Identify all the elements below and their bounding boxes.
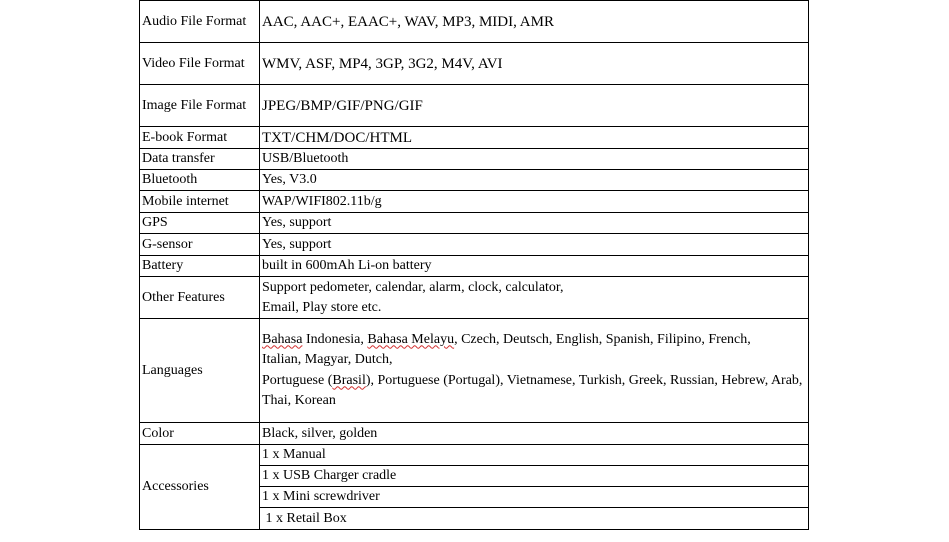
spec-label: Audio File Format: [140, 1, 260, 43]
language-text: Portuguese (: [262, 372, 333, 388]
spec-row-video: [140, 43, 809, 85]
spec-label: Color: [140, 423, 260, 445]
spec-label: Image File Format: [140, 85, 260, 127]
spec-value: [260, 319, 809, 423]
spec-value: Yes, V3.0: [260, 170, 809, 191]
spec-label: Video File Format: [140, 43, 260, 85]
languages-line: [262, 330, 808, 351]
spec-row-color: [140, 423, 809, 445]
spec-row-image: [140, 85, 809, 127]
spec-value: AAC, AAC+, EAAC+, WAV, MP3, MIDI, AMR: [260, 1, 809, 43]
spec-value: JPEG/BMP/GIF/PNG/GIF: [260, 85, 809, 127]
accessory-item: 1 x Manual: [260, 445, 809, 466]
languages-line: Italian, Magyar, Dutch,: [262, 352, 393, 367]
spec-row-gps: [140, 213, 809, 234]
spec-value: TXT/CHM/DOC/HTML: [260, 127, 809, 149]
spec-row-g-sensor: [140, 234, 809, 256]
misspelled-word: Brasil: [332, 372, 366, 388]
accessory-item: 1 x Retail Box: [260, 508, 809, 530]
accessory-item: 1 x USB Charger cradle: [260, 466, 809, 487]
spec-label: Bluetooth: [140, 170, 260, 191]
spec-row-data-transfer: [140, 149, 809, 170]
language-text: , Czech, Deutsch, English, Spanish, Filipino, French,: [454, 331, 751, 347]
spec-value: Yes, support: [260, 213, 809, 234]
spec-row-ebook: [140, 127, 809, 149]
spec-label: Other Features: [140, 277, 260, 319]
spec-value: Yes, support: [260, 234, 809, 256]
spec-table: [139, 0, 809, 530]
spec-label: E-book Format: [140, 127, 260, 149]
features-line: Support pedometer, calendar, alarm, clock, calculator,: [262, 279, 564, 295]
spec-row-bluetooth: [140, 170, 809, 191]
features-line: Email, Play store etc.: [262, 299, 382, 315]
spec-value: [260, 277, 809, 319]
spec-label: Languages: [140, 319, 260, 423]
spec-label: G-sensor: [140, 234, 260, 256]
spec-row-languages: [140, 319, 809, 423]
spec-row-audio: [140, 1, 809, 43]
language-text: ), Portuguese (Portugal), Vietnamese, Turkish, Greek, Russian, Hebrew, Arab, Thai, Korean: [262, 372, 803, 408]
spec-value: built in 600mAh Li-on battery: [260, 256, 809, 277]
languages-line: [262, 371, 808, 412]
language-text: Indonesia,: [302, 331, 368, 347]
misspelled-word: Bahasa Melayu: [367, 331, 455, 347]
spec-value: WAP/WIFI802.11b/g: [260, 191, 809, 213]
spec-row-battery: [140, 256, 809, 277]
spec-label: Mobile internet: [140, 191, 260, 213]
spec-value: Black, silver, golden: [260, 423, 809, 445]
spec-row-accessories: [140, 445, 809, 466]
spec-label: Accessories: [140, 445, 260, 530]
spec-row-other-features: [140, 277, 809, 319]
spec-label: Battery: [140, 256, 260, 277]
spec-label: Data transfer: [140, 149, 260, 170]
misspelled-word: Bahasa: [262, 331, 303, 347]
spec-row-mobile-internet: [140, 191, 809, 213]
spec-value: USB/Bluetooth: [260, 149, 809, 170]
spec-value: WMV, ASF, MP4, 3GP, 3G2, M4V, AVI: [260, 43, 809, 85]
accessory-item: 1 x Mini screwdriver: [260, 487, 809, 508]
spec-label: GPS: [140, 213, 260, 234]
